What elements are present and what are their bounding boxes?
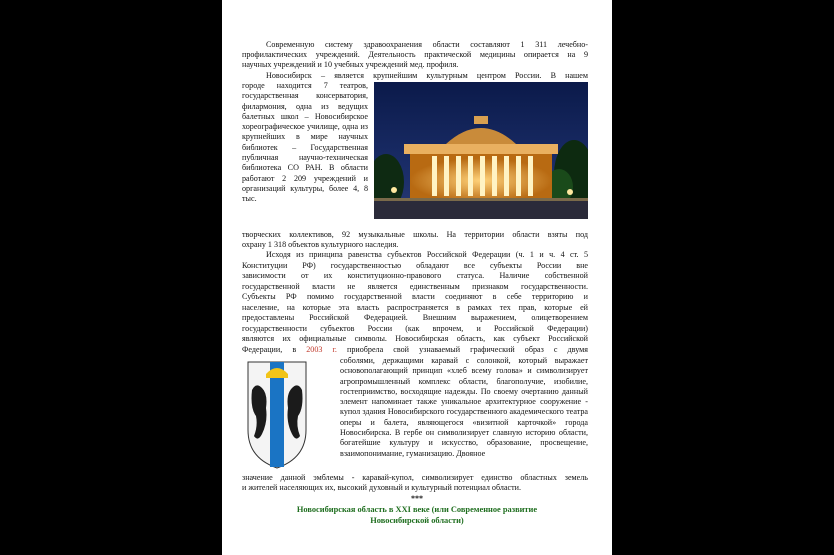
p4-line-after1: значение данной эмблемы - каравай-купол, символизирует единство областных земель [242, 473, 588, 482]
novosibirsk-coat-of-arms [246, 360, 308, 470]
p3-last-post: приобрела свой узнаваемый графический образ с двумя [336, 345, 588, 354]
p2-line-after2: охрану 1 318 объектов культурного наследия. [242, 240, 399, 249]
opera-theatre-photo [374, 82, 588, 219]
year-highlight: 2003 г. [306, 345, 337, 354]
p2-line1: Новосибирск – является крупнейшим культурным центром России. В нашем [266, 71, 588, 80]
section-separator: *** [411, 494, 423, 503]
p3-line: предоставлены Российской Федерацией. Внешним выражением, олицетворением [242, 313, 588, 322]
p1-line1: Современную систему здравоохранения области составляют 1 311 лечебно- [266, 40, 588, 49]
p3-line: население, на которые эта власть распространяется в рамках тех прав, которые ей [242, 303, 588, 312]
p4-right-block: соболями, держащими каравай с солонкой, который выражает основополагающий принцип «хлеб всему голова» и символизирует агропромышленный комплекс области, благополучие, изобилие, гостеприимство, восходящие надежды. По своему очертанию данный элемент напоминает также уникальное архитектурное сооружение - купол здания Новосибирского государственного академического театра оперы и балета, являющегося «визитной карточкой» города Новосибирска. В гербе он символизирует славную историю области, богатейшие культуру и искусство, образование, просвещение, взаимопонимание, гуманизацию. Двояное [340, 356, 588, 458]
p4-line-after2: и жителей населяющих их, высокий духовный и культурный потенциал области. [242, 483, 522, 492]
p2-line-after1: творческих коллективов, 92 музыкальные школы. На территории области взяты под [242, 230, 588, 239]
p3-line: зависимости от их конституционно-правового статуса. Наличие собственной [242, 271, 588, 280]
p1-line3: научных учреждений и 10 учебных учреждений мед. профиля. [242, 60, 459, 69]
p3-line: являются их официальные символы. Новосибирская область, как субъект Российской [242, 334, 588, 343]
p3-line: государственности субъектов России (как впрочем, и Российской Федерации) [242, 324, 588, 333]
section-heading: Новосибирская область в XXI веке (или Современное развитие Новосибирской области) [296, 505, 538, 525]
p3-line: Субъекты РФ помимо государственной власти соединяют в себе территорию и [242, 292, 588, 301]
p3-line: Исходя из принципа равенства субъектов Российской Федерации (ч. 1 и ч. 4 ст. 5 [266, 250, 588, 259]
p2-left-block: городе находится 7 театров, государственная консерватория, филармония, одна из ведущих балетных школ – Новосибирское хореографическое училище, одна из крупнейших в мире научных библиотек – Государственная публичная научно-техническая библиотека СО РАН. В области работают 2 209 учреждений и организаций культуры, более 4, 8 тыс. [242, 81, 368, 204]
p3-last-line [242, 345, 588, 355]
p1-line2: профилактических учреждений. Деятельность практической медицины опирается на 9 [242, 50, 588, 59]
p3-last-pre: Федерации, в [242, 345, 307, 354]
p3-line: Конституции РФ) государственностью обладают все субъекты России вне [242, 261, 588, 270]
document-page [222, 0, 612, 555]
p3-line: государственной власти не является единственным признаком государственности. [242, 282, 588, 291]
